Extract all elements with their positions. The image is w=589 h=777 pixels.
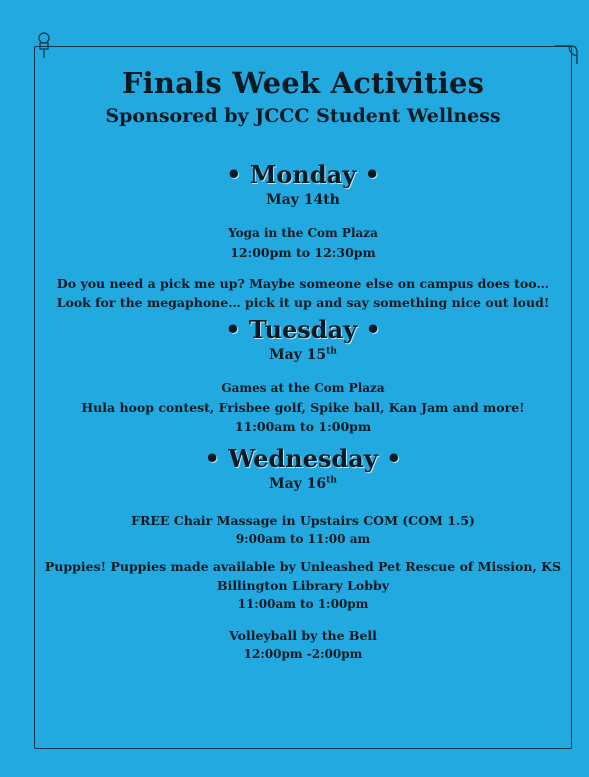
event-description: Do you need a pick me up? Maybe someone else on campus does too…: [56, 276, 550, 291]
event-description: Look for the megaphone… pick it up and say something nice out loud!: [56, 295, 550, 310]
event-puppies: [34, 557, 572, 614]
day-section-tuesday: [34, 315, 572, 436]
event-time: 11:00am to 1:00pm: [234, 419, 372, 434]
event-time: 9:00am to 11:00 am: [235, 532, 371, 546]
event-title: Games at the Com Plaza: [221, 381, 385, 395]
day-section-monday: [34, 160, 572, 312]
event-title: FREE Chair Massage in Upstairs COM (COM 1.5): [131, 513, 475, 528]
event-time: 11:00am to 1:00pm: [237, 597, 369, 611]
day-section-wednesday: [34, 444, 572, 664]
event-description: Hula hoop contest, Frisbee golf, Spike ball, Kan Jam and more!: [81, 400, 525, 415]
event-time: 12:00pm to 12:30pm: [230, 245, 376, 260]
day-heading: • Tuesday •: [225, 315, 381, 344]
event-games: [34, 379, 572, 436]
event-volleyball: [34, 626, 572, 664]
event-chair-massage: [34, 511, 572, 549]
event-yoga: [34, 224, 572, 262]
day-date: May 15th: [269, 346, 337, 363]
page-subtitle: Sponsored by JCCC Student Wellness: [105, 105, 501, 127]
page-title: Finals Week Activities: [121, 66, 485, 100]
event-location: Billington Library Lobby: [217, 578, 389, 593]
event-title: Volleyball by the Bell: [229, 628, 377, 643]
event-time: 12:00pm -2:00pm: [243, 647, 363, 661]
event-title: Yoga in the Com Plaza: [228, 226, 378, 240]
day-date: May 14th: [266, 192, 340, 208]
day-heading: • Wednesday •: [204, 444, 402, 473]
day-date: May 16th: [269, 475, 337, 492]
day-heading: • Monday •: [226, 160, 380, 189]
flyer-content: [34, 60, 572, 664]
event-title: Puppies! Puppies made available by Unleashed Pet Rescue of Mission, KS: [44, 559, 562, 574]
event-megaphone: [34, 274, 572, 312]
pushpin-icon: [34, 30, 54, 60]
